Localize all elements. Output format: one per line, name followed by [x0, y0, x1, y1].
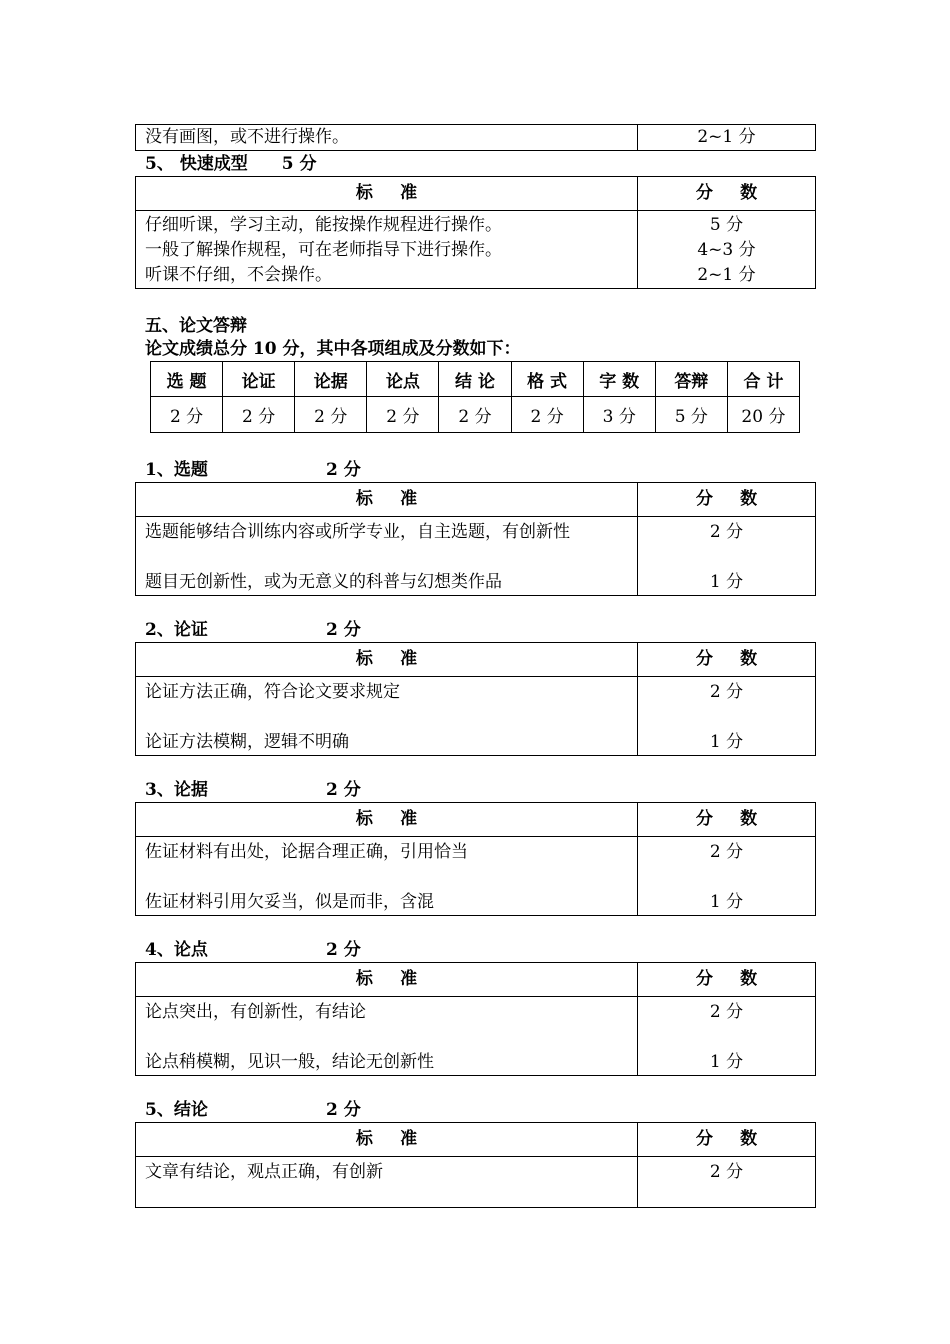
- standard-line: 论点稍模糊，见识一般，结论无创新性: [145, 1052, 434, 1072]
- table-header-row: [136, 177, 816, 211]
- thesis-summary-table: [150, 361, 800, 433]
- summary-value-row: [151, 397, 800, 433]
- summary-value: 2 分: [367, 397, 439, 433]
- criterion-points: 2 分: [326, 940, 361, 960]
- standard-line: 佐证材料有出处，论据合理正确，引用恰当: [145, 842, 468, 862]
- header-score: 分数: [695, 969, 785, 989]
- summary-header-row: [151, 362, 800, 397]
- summary-value: 2 分: [439, 397, 511, 433]
- summary-value: 2 分: [151, 397, 223, 433]
- summary-value: 20 分: [727, 397, 799, 433]
- score-line: 4~3 分: [697, 240, 756, 260]
- section-heading-quick: 5、 快速成型 5 分: [145, 154, 317, 174]
- header-standard: 标准: [355, 649, 445, 669]
- header-score: 分数: [695, 809, 785, 829]
- criterion-title: 5、结论: [145, 1100, 208, 1120]
- summary-header: 论据: [295, 362, 367, 397]
- criterion-title: 3、论据: [145, 780, 208, 800]
- summary-header: 答辩: [655, 362, 727, 397]
- criterion-table-argument: [135, 642, 816, 756]
- header-score: 分数: [695, 489, 785, 509]
- score-line: 1 分: [709, 572, 744, 592]
- standard-line: 论证方法正确，符合论文要求规定: [145, 682, 400, 702]
- summary-value: 5 分: [655, 397, 727, 433]
- criterion-heading-viewpoint: [145, 939, 361, 961]
- standard-line: 题目无创新性，或为无意义的科普与幻想类作品: [145, 572, 502, 592]
- criterion-points: 2 分: [326, 620, 361, 640]
- table-row: [136, 1157, 816, 1208]
- score-line: 1 分: [709, 1052, 744, 1072]
- summary-header: 字 数: [583, 362, 655, 397]
- score-line: 2~1 分: [697, 265, 756, 285]
- criterion-heading-argument: [145, 619, 361, 641]
- table-row: [136, 677, 816, 756]
- header-standard: 标准: [355, 969, 445, 989]
- standard-line: 仔细听课，学习主动，能按操作规程进行操作。: [145, 215, 502, 235]
- standard-line: 听课不仔细，不会操作。: [145, 265, 332, 285]
- score-line: 2 分: [709, 842, 744, 862]
- table-row: [136, 997, 816, 1076]
- table-header-row: [136, 1123, 816, 1157]
- summary-value: 2 分: [511, 397, 583, 433]
- header-standard: 标准: [355, 489, 445, 509]
- standard-line: 文章有结论，观点正确，有创新: [145, 1162, 383, 1182]
- thesis-title: 五、论文答辩: [145, 316, 247, 336]
- criterion-table-conclusion: [135, 1122, 816, 1208]
- criterion-title: 2、论证: [145, 620, 208, 640]
- score-line: 2 分: [709, 682, 744, 702]
- summary-header: 格 式: [511, 362, 583, 397]
- table-header-row: [136, 483, 816, 517]
- table-row: [136, 125, 816, 151]
- criterion-table-viewpoint: [135, 962, 816, 1076]
- header-standard: 标准: [355, 1129, 445, 1149]
- standard-line: 选题能够结合训练内容或所学专业，自主选题，有创新性: [145, 522, 570, 542]
- header-score: 分数: [695, 183, 785, 203]
- standard-cell: 没有画图，或不进行操作。: [136, 125, 638, 151]
- standard-line: 佐证材料引用欠妥当，似是而非，含混: [145, 892, 434, 912]
- criterion-points: 2 分: [326, 460, 361, 480]
- thesis-subtitle: 论文成绩总分 10 分，其中各项组成及分数如下：: [145, 339, 521, 359]
- score-line: 1 分: [709, 892, 744, 912]
- summary-header: 结 论: [439, 362, 511, 397]
- summary-value: 3 分: [583, 397, 655, 433]
- criterion-table-evidence: [135, 802, 816, 916]
- score-line: 2 分: [709, 522, 744, 542]
- header-score: 分数: [695, 1129, 785, 1149]
- summary-value: 2 分: [223, 397, 295, 433]
- score-cell: 2~1 分: [638, 125, 816, 151]
- summary-header: 论证: [223, 362, 295, 397]
- criterion-title: 1、选题: [145, 460, 208, 480]
- score-line: 2 分: [709, 1002, 744, 1022]
- criterion-table-topic: [135, 482, 816, 596]
- table-header-row: [136, 963, 816, 997]
- table-header-row: [136, 803, 816, 837]
- header-standard: 标准: [355, 809, 445, 829]
- table-row: [136, 211, 816, 289]
- summary-header: 选 题: [151, 362, 223, 397]
- table-header-row: [136, 643, 816, 677]
- table-row: [136, 837, 816, 916]
- header-score: 分数: [695, 649, 785, 669]
- criterion-title: 4、论点: [145, 940, 208, 960]
- header-standard: 标准: [355, 183, 445, 203]
- criterion-points: 2 分: [326, 1100, 361, 1120]
- top-table: [135, 124, 816, 151]
- score-line: 2 分: [709, 1162, 744, 1182]
- standard-line: 论点突出，有创新性，有结论: [145, 1002, 366, 1022]
- criterion-heading-evidence: [145, 779, 361, 801]
- summary-value: 2 分: [295, 397, 367, 433]
- criterion-heading-topic: [145, 459, 361, 481]
- score-line: 1 分: [709, 732, 744, 752]
- table-row: [136, 517, 816, 596]
- quick-table: [135, 176, 816, 289]
- summary-header: 合 计: [727, 362, 799, 397]
- score-line: 5 分: [709, 215, 744, 235]
- standard-line: 一般了解操作规程，可在老师指导下进行操作。: [145, 240, 502, 260]
- criterion-heading-conclusion: [145, 1099, 361, 1121]
- standard-line: 论证方法模糊，逻辑不明确: [145, 732, 349, 752]
- criterion-points: 2 分: [326, 780, 361, 800]
- summary-header: 论点: [367, 362, 439, 397]
